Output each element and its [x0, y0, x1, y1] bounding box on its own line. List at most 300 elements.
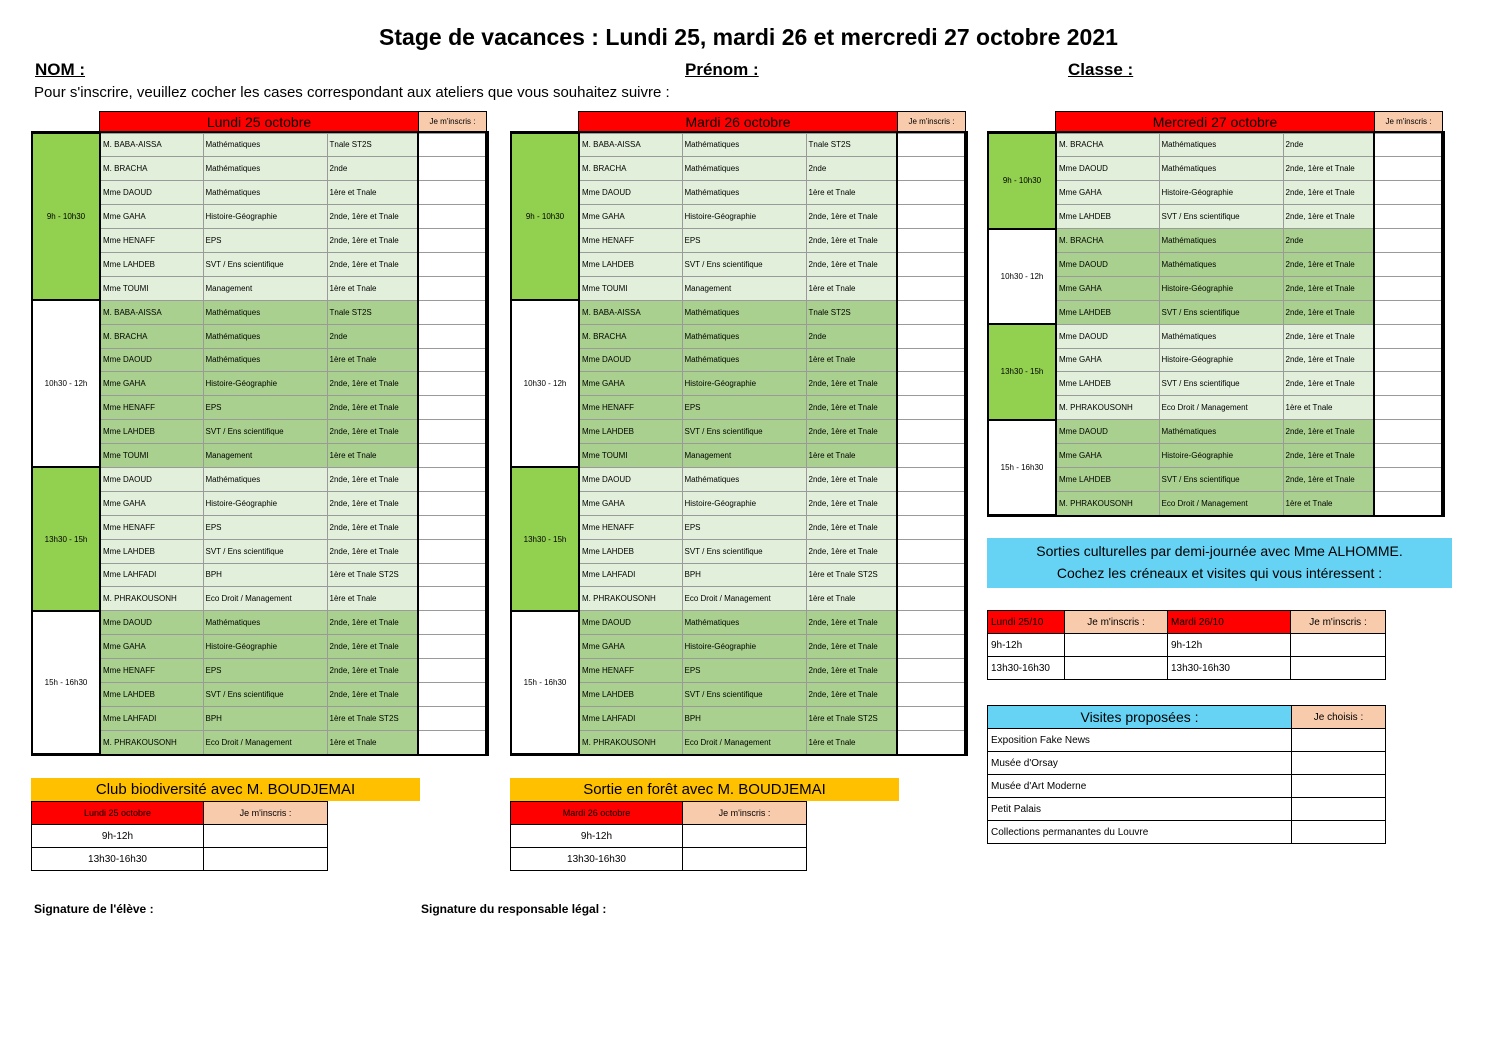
time-slot: 13h30 - 15h: [32, 467, 100, 610]
workshop-subject: Management: [682, 276, 806, 300]
workshop-teacher: Mme DAOUD: [579, 348, 682, 372]
workshop-teacher: Mme HENAFF: [579, 396, 682, 420]
club-slot: 13h30-16h30: [32, 848, 204, 871]
workshop-level: 2nde, 1ère et Tnale: [327, 396, 418, 420]
workshop-row: [511, 539, 965, 563]
workshop-subject: BPH: [203, 563, 327, 587]
workshop-row: [32, 181, 486, 205]
workshop-level: 2nde, 1ère et Tnale: [1283, 276, 1374, 300]
inscris-header: Je m'inscris :: [1374, 111, 1443, 133]
workshop-subject: EPS: [203, 659, 327, 683]
inscription-checkbox[interactable]: [1374, 420, 1442, 444]
inscription-checkbox[interactable]: [897, 730, 965, 754]
workshop-level: 2nde, 1ère et Tnale: [806, 372, 897, 396]
workshop-teacher: M. PHRAKOUSONH: [100, 730, 203, 754]
workshop-subject: EPS: [682, 229, 806, 253]
inscription-checkbox[interactable]: [897, 348, 965, 372]
signature-responsable-label: Signature du responsable légal :: [421, 902, 607, 916]
workshop-subject: BPH: [682, 706, 806, 730]
workshop-level: 1ère et Tnale ST2S: [806, 706, 897, 730]
workshop-subject: Eco Droit / Management: [1159, 396, 1283, 420]
workshop-subject: Mathématiques: [203, 467, 327, 491]
inscription-checkbox[interactable]: [897, 515, 965, 539]
inscription-checkbox[interactable]: [897, 467, 965, 491]
workshop-level: 2nde, 1ère et Tnale: [806, 682, 897, 706]
workshop-row: [511, 300, 965, 324]
workshop-teacher: Mme TOUMI: [100, 444, 203, 468]
inscription-checkbox[interactable]: [418, 229, 486, 253]
inscris-header: Je m'inscris :: [897, 111, 966, 133]
workshop-teacher: Mme LAHDEB: [1056, 205, 1159, 229]
workshop-subject: Mathématiques: [682, 324, 806, 348]
workshop-level: 2nde, 1ère et Tnale: [327, 659, 418, 683]
inscription-checkbox[interactable]: [897, 157, 965, 181]
workshop-level: 2nde: [1283, 229, 1374, 253]
inscription-checkbox[interactable]: [1374, 444, 1442, 468]
sorties-line2: Cochez les créneaux et visites qui vous intéressent :: [1056, 565, 1383, 581]
inscription-checkbox[interactable]: [418, 372, 486, 396]
inscription-checkbox[interactable]: [418, 611, 486, 635]
workshop-level: 2nde, 1ère et Tnale: [327, 682, 418, 706]
inscription-checkbox[interactable]: [418, 133, 486, 157]
inscription-checkbox[interactable]: [418, 276, 486, 300]
workshop-teacher: M. BRACHA: [579, 324, 682, 348]
sorties-checkbox[interactable]: [1065, 634, 1168, 657]
inscription-checkbox[interactable]: [1374, 348, 1442, 372]
workshop-level: 2nde, 1ère et Tnale: [806, 467, 897, 491]
workshop-subject: SVT / Ens scientifique: [682, 682, 806, 706]
workshop-row: [32, 491, 486, 515]
workshop-teacher: Mme GAHA: [579, 491, 682, 515]
workshop-row: [988, 252, 1442, 276]
workshop-subject: Mathématiques: [1159, 133, 1283, 157]
workshop-row: [32, 659, 486, 683]
inscription-checkbox[interactable]: [1374, 133, 1442, 157]
inscription-checkbox[interactable]: [897, 635, 965, 659]
workshop-row: [32, 682, 486, 706]
workshop-subject: Management: [682, 444, 806, 468]
foret-slot: 13h30-16h30: [511, 848, 683, 871]
workshop-teacher: Mme GAHA: [100, 491, 203, 515]
workshop-teacher: M. BABA-AISSA: [579, 133, 682, 157]
workshop-row: [988, 491, 1442, 515]
sorties-slot: 13h30-16h30: [988, 657, 1065, 680]
workshop-level: 2nde, 1ère et Tnale: [327, 539, 418, 563]
workshop-row: [32, 252, 486, 276]
workshop-subject: Mathématiques: [203, 300, 327, 324]
workshop-subject: EPS: [682, 396, 806, 420]
workshop-subject: Mathématiques: [203, 133, 327, 157]
time-slot: 15h - 16h30: [988, 420, 1056, 516]
workshop-subject: Mathématiques: [682, 300, 806, 324]
inscris-header: Je m'inscris :: [418, 111, 487, 133]
workshop-teacher: Mme DAOUD: [100, 348, 203, 372]
workshop-level: 2nde, 1ère et Tnale: [806, 515, 897, 539]
workshop-row: [511, 587, 965, 611]
workshop-subject: Mathématiques: [1159, 157, 1283, 181]
workshop-level: Tnale ST2S: [327, 300, 418, 324]
workshop-teacher: M. BRACHA: [1056, 229, 1159, 253]
sorties-checkbox[interactable]: [1291, 634, 1386, 657]
workshop-subject: Mathématiques: [1159, 324, 1283, 348]
inscription-checkbox[interactable]: [418, 587, 486, 611]
club-checkbox[interactable]: [204, 848, 328, 871]
workshop-level: 1ère et Tnale: [327, 730, 418, 754]
workshop-teacher: Mme DAOUD: [579, 181, 682, 205]
inscription-checkbox[interactable]: [897, 252, 965, 276]
workshop-row: [511, 682, 965, 706]
workshop-level: 2nde, 1ère et Tnale: [806, 205, 897, 229]
workshop-row: [988, 444, 1442, 468]
day-header: Lundi 25 octobre: [99, 111, 419, 133]
inscription-checkbox[interactable]: [418, 348, 486, 372]
workshop-subject: Mathématiques: [203, 348, 327, 372]
workshop-teacher: Mme LAHDEB: [100, 252, 203, 276]
workshop-level: 2nde, 1ère et Tnale: [806, 539, 897, 563]
inscription-checkbox[interactable]: [897, 539, 965, 563]
workshop-teacher: Mme DAOUD: [1056, 420, 1159, 444]
sorties-inscris-header: Je m'inscris :: [1291, 611, 1386, 634]
workshop-level: 2nde, 1ère et Tnale: [806, 611, 897, 635]
visite-item: Musée d'Orsay: [988, 752, 1292, 775]
workshop-row: [32, 467, 486, 491]
workshop-row: [511, 444, 965, 468]
workshop-teacher: Mme LAHFADI: [579, 563, 682, 587]
workshop-level: 2nde, 1ère et Tnale: [806, 491, 897, 515]
sorties-inscris-header: Je m'inscris :: [1065, 611, 1168, 634]
workshop-teacher: Mme GAHA: [1056, 444, 1159, 468]
prenom-label: Prénom :: [685, 60, 759, 79]
day-header: Mercredi 27 octobre: [1055, 111, 1375, 133]
workshop-row: [511, 205, 965, 229]
workshop-level: Tnale ST2S: [806, 133, 897, 157]
workshop-row: [988, 324, 1442, 348]
inscription-checkbox[interactable]: [897, 205, 965, 229]
workshop-subject: Mathématiques: [203, 324, 327, 348]
inscription-checkbox[interactable]: [897, 587, 965, 611]
workshop-level: 2nde: [327, 324, 418, 348]
inscription-checkbox[interactable]: [418, 420, 486, 444]
inscription-checkbox[interactable]: [1374, 396, 1442, 420]
workshop-row: [32, 611, 486, 635]
workshop-teacher: Mme GAHA: [579, 205, 682, 229]
workshop-level: 2nde: [806, 157, 897, 181]
workshop-subject: Histoire-Géographie: [1159, 181, 1283, 205]
workshop-teacher: Mme HENAFF: [100, 659, 203, 683]
workshop-row: [511, 491, 965, 515]
workshop-row: [511, 730, 965, 754]
workshop-level: Tnale ST2S: [806, 300, 897, 324]
workshop-row: [988, 133, 1442, 157]
workshop-row: [32, 229, 486, 253]
inscription-checkbox[interactable]: [897, 491, 965, 515]
workshop-row: [32, 133, 486, 157]
inscription-checkbox[interactable]: [897, 300, 965, 324]
workshop-teacher: Mme HENAFF: [579, 515, 682, 539]
workshop-row: [511, 133, 965, 157]
workshop-subject: Mathématiques: [682, 467, 806, 491]
workshop-level: 1ère et Tnale: [327, 276, 418, 300]
workshop-row: [511, 252, 965, 276]
workshop-teacher: M. BRACHA: [100, 157, 203, 181]
inscription-checkbox[interactable]: [418, 181, 486, 205]
time-slot: 9h - 10h30: [511, 133, 579, 300]
time-slot: 10h30 - 12h: [511, 300, 579, 467]
workshop-row: [32, 706, 486, 730]
workshop-teacher: Mme HENAFF: [100, 396, 203, 420]
visites-title: Visites proposées :: [988, 706, 1292, 729]
workshop-teacher: Mme LAHDEB: [1056, 467, 1159, 491]
workshop-subject: SVT / Ens scientifique: [1159, 205, 1283, 229]
time-slot: 10h30 - 12h: [988, 229, 1056, 325]
workshop-row: [511, 563, 965, 587]
inscription-checkbox[interactable]: [418, 252, 486, 276]
workshop-teacher: M. PHRAKOUSONH: [100, 587, 203, 611]
workshop-teacher: Mme DAOUD: [100, 611, 203, 635]
inscription-checkbox[interactable]: [897, 444, 965, 468]
inscription-checkbox[interactable]: [418, 563, 486, 587]
inscription-checkbox[interactable]: [418, 157, 486, 181]
workshop-teacher: M. BRACHA: [579, 157, 682, 181]
workshop-row: [32, 563, 486, 587]
inscription-checkbox[interactable]: [897, 133, 965, 157]
foret-slot: 9h-12h: [511, 825, 683, 848]
workshop-level: 2nde, 1ère et Tnale: [327, 229, 418, 253]
inscription-checkbox[interactable]: [1374, 229, 1442, 253]
inscription-checkbox[interactable]: [418, 491, 486, 515]
workshop-subject: Mathématiques: [203, 157, 327, 181]
club-inscris-header: Je m'inscris :: [204, 802, 328, 825]
workshop-row: [988, 181, 1442, 205]
workshop-row: [988, 229, 1442, 253]
sorties-day1: Lundi 25/10: [988, 611, 1065, 634]
workshop-teacher: Mme GAHA: [579, 372, 682, 396]
foret-checkbox[interactable]: [683, 848, 807, 871]
workshop-teacher: Mme DAOUD: [579, 467, 682, 491]
workshop-subject: SVT / Ens scientifique: [682, 252, 806, 276]
workshop-subject: EPS: [682, 515, 806, 539]
inscription-checkbox[interactable]: [1374, 467, 1442, 491]
classe-label: Classe :: [1068, 60, 1134, 79]
workshop-teacher: Mme DAOUD: [1056, 324, 1159, 348]
foret-checkbox[interactable]: [683, 825, 807, 848]
workshop-level: 2nde, 1ère et Tnale: [1283, 324, 1374, 348]
workshop-level: 1ère et Tnale ST2S: [806, 563, 897, 587]
workshop-level: 1ère et Tnale: [806, 276, 897, 300]
visite-checkbox[interactable]: [1292, 729, 1386, 752]
inscription-checkbox[interactable]: [1374, 372, 1442, 396]
workshop-subject: SVT / Ens scientifique: [1159, 467, 1283, 491]
inscription-checkbox[interactable]: [418, 659, 486, 683]
workshop-subject: SVT / Ens scientifique: [1159, 300, 1283, 324]
workshop-subject: SVT / Ens scientifique: [203, 539, 327, 563]
inscription-checkbox[interactable]: [1374, 491, 1442, 515]
workshop-row: [988, 205, 1442, 229]
workshop-teacher: M. BRACHA: [1056, 133, 1159, 157]
workshop-level: 2nde, 1ère et Tnale: [1283, 467, 1374, 491]
inscription-checkbox[interactable]: [897, 276, 965, 300]
workshop-level: 1ère et Tnale: [806, 730, 897, 754]
inscription-checkbox[interactable]: [418, 205, 486, 229]
visite-checkbox[interactable]: [1292, 752, 1386, 775]
workshop-row: [511, 157, 965, 181]
workshop-row: [511, 467, 965, 491]
visite-item: Exposition Fake News: [988, 729, 1292, 752]
workshop-level: 1ère et Tnale: [327, 348, 418, 372]
sorties-checkbox[interactable]: [1291, 657, 1386, 680]
workshop-level: 1ère et Tnale: [327, 444, 418, 468]
workshop-teacher: Mme DAOUD: [579, 611, 682, 635]
workshop-level: 2nde, 1ère et Tnale: [806, 396, 897, 420]
club-banner: Club biodiversité avec M. BOUDJEMAI: [31, 778, 420, 801]
workshop-teacher: Mme TOUMI: [579, 444, 682, 468]
workshop-row: [511, 324, 965, 348]
inscription-checkbox[interactable]: [1374, 300, 1442, 324]
workshop-subject: SVT / Ens scientifique: [1159, 372, 1283, 396]
inscription-checkbox[interactable]: [1374, 181, 1442, 205]
workshop-subject: EPS: [203, 515, 327, 539]
workshop-teacher: Mme LAHDEB: [1056, 300, 1159, 324]
workshop-level: 2nde, 1ère et Tnale: [327, 205, 418, 229]
inscription-checkbox[interactable]: [1374, 252, 1442, 276]
day-header: Mardi 26 octobre: [578, 111, 898, 133]
workshop-teacher: Mme LAHDEB: [100, 420, 203, 444]
inscription-checkbox[interactable]: [897, 396, 965, 420]
workshop-subject: EPS: [682, 659, 806, 683]
workshop-level: 2nde, 1ère et Tnale: [1283, 205, 1374, 229]
workshop-teacher: M. PHRAKOUSONH: [579, 730, 682, 754]
time-slot: 10h30 - 12h: [32, 300, 100, 467]
workshop-subject: BPH: [682, 563, 806, 587]
inscription-checkbox[interactable]: [1374, 276, 1442, 300]
inscription-checkbox[interactable]: [897, 682, 965, 706]
workshop-subject: Mathématiques: [1159, 252, 1283, 276]
workshop-row: [988, 348, 1442, 372]
inscription-checkbox[interactable]: [1374, 324, 1442, 348]
time-slot: 15h - 16h30: [32, 611, 100, 754]
inscription-checkbox[interactable]: [1374, 157, 1442, 181]
workshop-subject: Mathématiques: [1159, 420, 1283, 444]
workshop-row: [32, 157, 486, 181]
workshop-teacher: M. BABA-AISSA: [579, 300, 682, 324]
workshop-row: [32, 372, 486, 396]
workshop-level: 2nde, 1ère et Tnale: [1283, 181, 1374, 205]
workshop-teacher: Mme GAHA: [1056, 181, 1159, 205]
workshop-row: [988, 157, 1442, 181]
workshop-level: 1ère et Tnale: [1283, 396, 1374, 420]
inscription-checkbox[interactable]: [418, 467, 486, 491]
workshop-row: [32, 730, 486, 754]
inscription-checkbox[interactable]: [418, 396, 486, 420]
workshop-level: 2nde, 1ère et Tnale: [1283, 300, 1374, 324]
club-checkbox[interactable]: [204, 825, 328, 848]
workshop-teacher: Mme DAOUD: [100, 467, 203, 491]
workshop-level: 2nde, 1ère et Tnale: [327, 611, 418, 635]
inscription-checkbox[interactable]: [897, 706, 965, 730]
workshop-row: [511, 659, 965, 683]
time-slot: 15h - 16h30: [511, 611, 579, 754]
workshop-row: [511, 348, 965, 372]
workshop-row: [511, 635, 965, 659]
inscription-checkbox[interactable]: [418, 300, 486, 324]
workshop-teacher: Mme LAHDEB: [579, 252, 682, 276]
inscription-checkbox[interactable]: [418, 706, 486, 730]
inscription-checkbox[interactable]: [1374, 205, 1442, 229]
workshop-level: 2nde, 1ère et Tnale: [1283, 372, 1374, 396]
inscription-checkbox[interactable]: [897, 659, 965, 683]
workshop-row: [511, 515, 965, 539]
visite-item: Petit Palais: [988, 798, 1292, 821]
visite-checkbox[interactable]: [1292, 821, 1386, 844]
signature-eleve-label: Signature de l'élève :: [34, 902, 154, 916]
workshop-level: 2nde, 1ère et Tnale: [327, 467, 418, 491]
inscription-checkbox[interactable]: [897, 324, 965, 348]
foret-day: Mardi 26 octobre: [511, 802, 683, 825]
inscription-checkbox[interactable]: [897, 611, 965, 635]
workshop-level: 2nde, 1ère et Tnale: [1283, 157, 1374, 181]
inscription-checkbox[interactable]: [418, 730, 486, 754]
workshop-subject: Mathématiques: [203, 181, 327, 205]
workshop-level: 2nde, 1ère et Tnale: [806, 229, 897, 253]
workshop-teacher: Mme GAHA: [100, 635, 203, 659]
workshop-subject: Histoire-Géographie: [682, 491, 806, 515]
nom-label: NOM :: [35, 60, 86, 79]
inscription-checkbox[interactable]: [897, 372, 965, 396]
visite-item: Collections permanantes du Louvre: [988, 821, 1292, 844]
inscription-checkbox[interactable]: [897, 229, 965, 253]
inscription-checkbox[interactable]: [418, 539, 486, 563]
inscription-checkbox[interactable]: [418, 444, 486, 468]
inscription-checkbox[interactable]: [418, 324, 486, 348]
workshop-subject: Histoire-Géographie: [203, 491, 327, 515]
inscription-checkbox[interactable]: [897, 563, 965, 587]
visite-checkbox[interactable]: [1292, 775, 1386, 798]
workshop-level: 1ère et Tnale: [806, 444, 897, 468]
inscription-checkbox[interactable]: [418, 635, 486, 659]
visite-item: Musée d'Art Moderne: [988, 775, 1292, 798]
workshop-teacher: Mme DAOUD: [1056, 252, 1159, 276]
workshop-subject: Mathématiques: [682, 181, 806, 205]
workshop-teacher: Mme LAHFADI: [100, 563, 203, 587]
workshop-row: [32, 324, 486, 348]
workshop-level: 2nde, 1ère et Tnale: [327, 252, 418, 276]
workshop-row: [32, 587, 486, 611]
workshop-row: [32, 420, 486, 444]
sorties-banner: [987, 538, 1452, 588]
visite-checkbox[interactable]: [1292, 798, 1386, 821]
workshop-row: [988, 396, 1442, 420]
inscription-checkbox[interactable]: [897, 420, 965, 444]
schedule-table: [31, 132, 487, 755]
workshop-subject: Mathématiques: [203, 611, 327, 635]
workshop-subject: Histoire-Géographie: [682, 205, 806, 229]
inscription-checkbox[interactable]: [418, 682, 486, 706]
workshop-teacher: M. PHRAKOUSONH: [579, 587, 682, 611]
inscription-checkbox[interactable]: [897, 181, 965, 205]
workshop-row: [32, 396, 486, 420]
visites-table: [987, 705, 1386, 844]
inscription-checkbox[interactable]: [418, 515, 486, 539]
workshop-teacher: Mme HENAFF: [579, 659, 682, 683]
workshop-subject: SVT / Ens scientifique: [203, 252, 327, 276]
workshop-level: 2nde, 1ère et Tnale: [806, 659, 897, 683]
time-slot: 9h - 10h30: [32, 133, 100, 300]
workshop-teacher: Mme LAHFADI: [100, 706, 203, 730]
workshop-subject: Mathématiques: [682, 611, 806, 635]
workshop-teacher: Mme GAHA: [1056, 276, 1159, 300]
workshop-level: 2nde, 1ère et Tnale: [327, 515, 418, 539]
sorties-checkbox[interactable]: [1065, 657, 1168, 680]
